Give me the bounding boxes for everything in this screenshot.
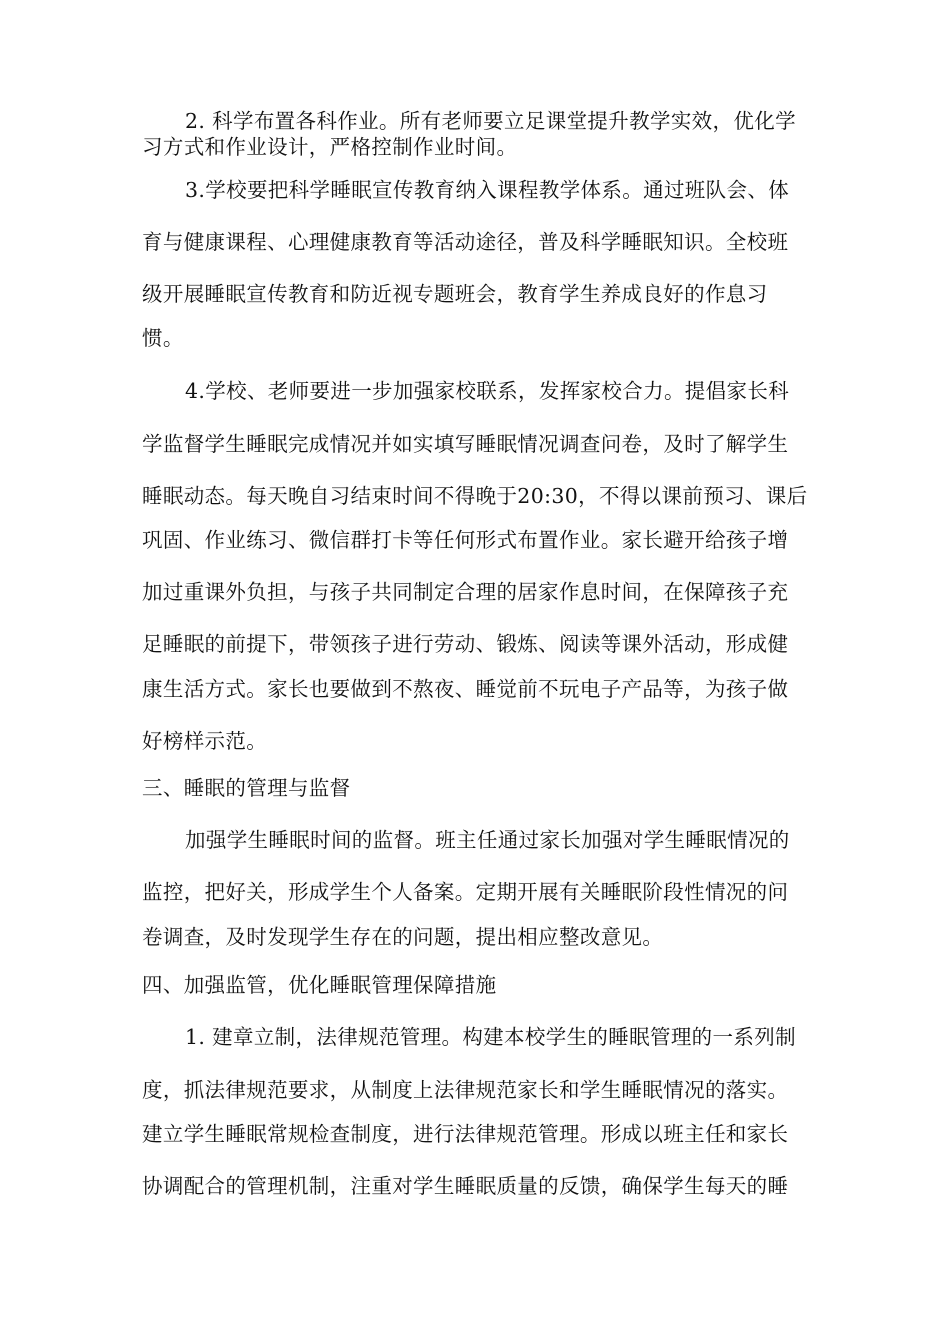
text-line: 监控，把好关，形成学生个人备案。定期开展有关睡眠阶段性情况的问 <box>142 880 789 904</box>
text-line: 学监督学生睡眠完成情况并如实填写睡眠情况调查问卷，及时了解学生 <box>142 432 789 456</box>
text-line: 3.学校要把科学睡眠宣传教育纳入课程教学体系。通过班队会、体 <box>185 178 790 202</box>
text-line: 4.学校、老师要进一步加强家校联系，发挥家校合力。提倡家长科 <box>185 379 790 403</box>
text-line: 巩固、作业练习、微信群打卡等任何形式布置作业。家长避开给孩子增 <box>142 528 789 552</box>
text-line: 建立学生睡眠常规检查制度，进行法律规范管理。形成以班主任和家长 <box>142 1122 789 1146</box>
text-line: 育与健康课程、心理健康教育等活动途径，普及科学睡眠知识。全校班 <box>142 230 789 254</box>
text-line: 2. 科学布置各科作业。所有老师要立足课堂提升教学实效，优化学 <box>185 109 796 133</box>
text-line: 卷调查，及时发现学生存在的问题，提出相应整改意见。 <box>142 925 664 949</box>
text-line: 加强学生睡眠时间的监督。班主任通过家长加强对学生睡眠情况的 <box>185 828 790 852</box>
text-line: 康生活方式。家长也要做到不熬夜、睡觉前不玩电子产品等，为孩子做 <box>142 677 789 701</box>
text-line: 惯。 <box>142 326 184 350</box>
text-line: 加过重课外负担，与孩子共同制定合理的居家作息时间，在保障孩子充 <box>142 580 789 604</box>
section-heading: 四、加强监管，优化睡眠管理保障措施 <box>142 973 497 997</box>
text-line: 级开展睡眠宣传教育和防近视专题班会，教育学生养成良好的作息习 <box>142 282 768 306</box>
text-line: 习方式和作业设计，严格控制作业时间。 <box>142 135 518 159</box>
section-heading: 三、睡眠的管理与监督 <box>142 776 351 800</box>
text-line: 睡眠动态。每天晚自习结束时间不得晚于20:30，不得以课前预习、课后 <box>142 484 808 508</box>
text-line: 1. 建章立制，法律规范管理。构建本校学生的睡眠管理的一系列制 <box>185 1025 796 1049</box>
text-line: 协调配合的管理机制，注重对学生睡眠质量的反馈，确保学生每天的睡 <box>142 1174 789 1198</box>
text-line: 度，抓法律规范要求，从制度上法律规范家长和学生睡眠情况的落实。 <box>142 1078 789 1102</box>
text-line: 足睡眠的前提下，带领孩子进行劳动、锻炼、阅读等课外活动，形成健 <box>142 632 789 656</box>
text-line: 好榜样示范。 <box>142 729 268 753</box>
